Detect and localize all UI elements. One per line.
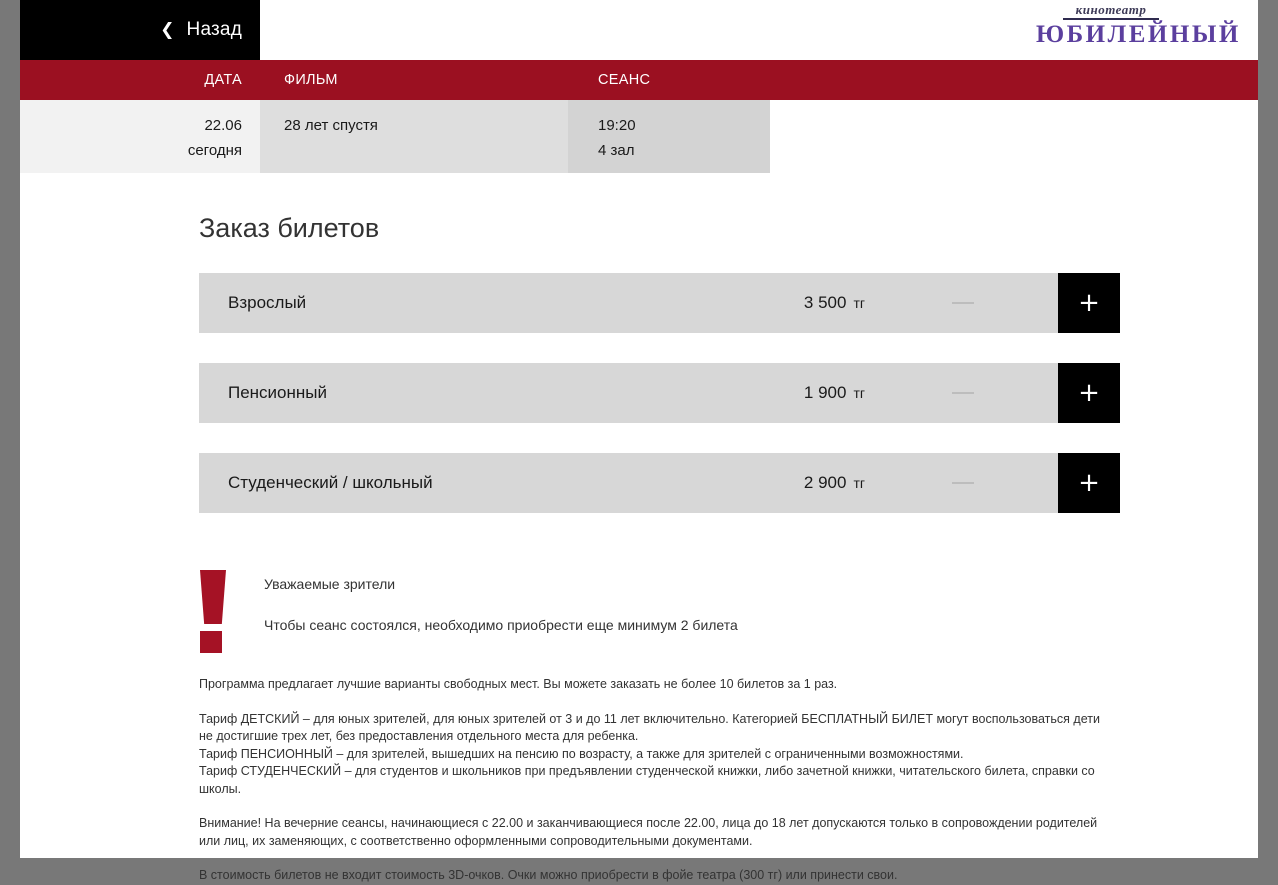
decrease-quantity-button[interactable] <box>941 453 985 513</box>
cinema-logo <box>1036 2 1241 49</box>
session-time: 19:20 <box>598 117 636 134</box>
ticket-price-value: 1 900 <box>803 383 847 402</box>
ticket-price-value: 2 900 <box>803 473 847 492</box>
session-table-row <box>20 100 1258 173</box>
notice-line-2: Чтобы сеанс состоялся, необходимо приобрести еще минимум 2 билета <box>264 617 738 633</box>
minus-icon <box>952 392 974 394</box>
cell-session <box>568 100 770 173</box>
increase-quantity-button[interactable]: + <box>1058 453 1120 513</box>
logo-subtitle: кинотеатр <box>1075 2 1147 17</box>
back-button-label: Назад <box>186 19 242 40</box>
ticket-price <box>804 473 865 493</box>
minus-icon <box>952 302 974 304</box>
notice-line-1: Уважаемые зрители <box>264 576 396 592</box>
ticket-type-label: Взрослый <box>228 293 307 312</box>
logo-divider <box>1063 18 1159 20</box>
cell-date <box>20 100 260 173</box>
fineprint-paragraph-6: В стоимость билетов не входит стоимость 3D-очков. Очки можно приобрести в фойе театра (300 тг) или принести свои. <box>199 868 898 882</box>
ticket-type-label: Пенсионный <box>228 383 328 402</box>
decrease-quantity-button[interactable] <box>941 273 985 333</box>
increase-quantity-button[interactable]: + <box>1058 363 1120 423</box>
session-table-header <box>20 60 1258 100</box>
logo-title: ЮБИЛЕЙНЫЙ <box>1036 21 1241 49</box>
fineprint-block <box>20 676 1258 885</box>
decrease-quantity-button[interactable] <box>941 363 985 423</box>
ticket-price-value: 3 500 <box>803 293 847 312</box>
page-container <box>20 0 1258 882</box>
notice-block <box>20 565 1258 665</box>
ticket-type-label: Студенческий / школьный <box>228 473 433 492</box>
minus-icon <box>952 482 974 484</box>
top-bar <box>20 0 1258 60</box>
column-header-film: ФИЛЬМ <box>284 72 338 88</box>
ticket-price <box>804 293 865 313</box>
back-button[interactable] <box>20 0 260 60</box>
fineprint-paragraph-1: Программа предлагает лучшие варианты свободных мест. Вы можете заказать не более 10 билетов за 1 раз. <box>199 677 838 691</box>
fineprint-paragraph-5: Внимание! На вечерние сеансы, начинающиеся с 22.00 и заканчивающиеся после 22.00, лица до 18 лет допускаются только в сопровождении родителей или лиц, их заменяющих, с соответственно оформленными сопроводительными документами. <box>199 816 1098 848</box>
ticket-row-pension <box>199 363 1120 423</box>
cell-film <box>260 100 568 173</box>
session-date: 22.06 <box>204 117 242 134</box>
cell-spacer <box>770 100 1258 173</box>
notice-text <box>199 565 1258 635</box>
session-date-note: сегодня <box>187 142 242 159</box>
column-header-spacer <box>770 60 1258 100</box>
page-title: Заказ билетов <box>199 213 380 243</box>
exclamation-bar <box>200 570 226 624</box>
fineprint-paragraph-4: Тариф СТУДЕНЧЕСКИЙ – для студентов и школьников при предъявлении студенческой книжки, либо зачетной книжки, читательского билета, справки со школы. <box>199 764 1095 796</box>
column-header-date: ДАТА <box>204 72 242 88</box>
currency-label: тг <box>853 385 865 401</box>
currency-label: тг <box>853 475 865 491</box>
ticket-type-list <box>20 273 1258 513</box>
exclamation-dot <box>200 631 222 653</box>
fineprint-paragraph-2: Тариф ДЕТСКИЙ – для юных зрителей, для юных зрителей от 3 и до 11 лет включительно. Категорией БЕСПЛАТНЫЙ БИЛЕТ могут воспользоваться дети не достигшие трех лет, без предоставления отдельного места для ребенка. <box>199 711 1100 743</box>
session-hall: 4 зал <box>598 142 635 159</box>
chevron-left-icon: ❮ <box>160 19 175 40</box>
currency-label: тг <box>853 295 865 311</box>
column-header-session: СЕАНС <box>598 72 651 88</box>
ticket-row-student <box>199 453 1120 513</box>
increase-quantity-button[interactable]: + <box>1058 273 1120 333</box>
session-film-title: 28 лет спустя <box>284 117 378 134</box>
ticket-price <box>804 383 865 403</box>
ticket-row-adult <box>199 273 1120 333</box>
exclamation-icon <box>200 570 226 653</box>
fineprint-paragraph-3: Тариф ПЕНСИОННЫЙ – для зрителей, вышедших на пенсию по возрасту, а также для зрителей с ограниченными возможностями. <box>199 746 964 761</box>
